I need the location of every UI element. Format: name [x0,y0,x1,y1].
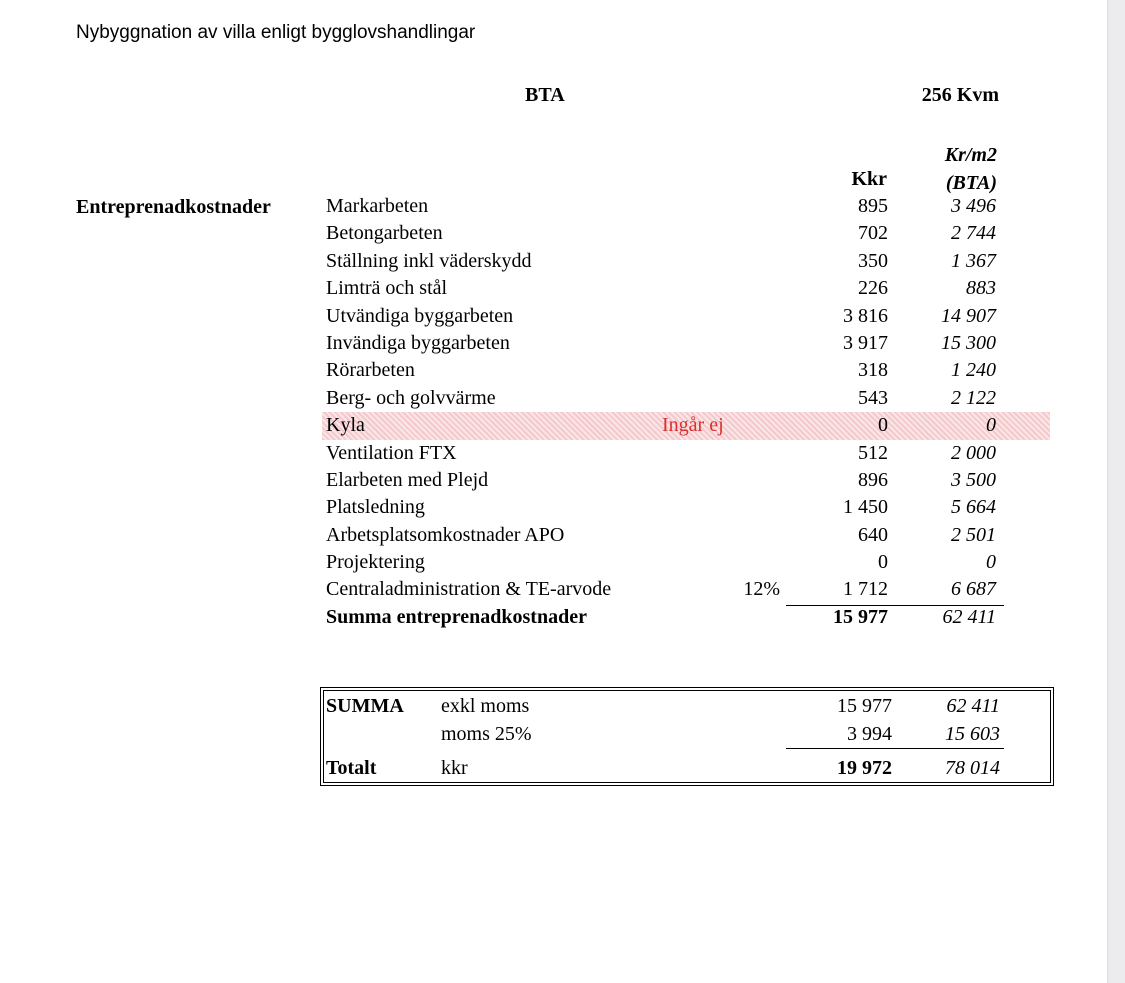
row-krm2: 0 [986,414,996,437]
column-header-kr-per-m2 [897,141,997,197]
row-krm2: 15 300 [941,331,996,354]
totalt-label: Totalt [326,757,377,779]
row-kkr: 350 [858,249,888,272]
table-row [322,549,1050,576]
row-krm2: 5 664 [951,496,996,519]
table-row [322,275,1050,302]
moms-krm2: 15 603 [945,723,1000,745]
row-kkr: 895 [858,195,888,217]
row-kkr: 1 450 [843,496,888,519]
table-row [322,494,1050,521]
bta-value: 256 Kvm [921,84,999,106]
row-kkr: 543 [858,386,888,409]
row-label: Ställning inkl väderskydd [326,249,532,272]
row-label: Rörarbeten [326,359,415,382]
totalt-unit: kkr [441,757,468,779]
row-kkr: 3 917 [843,331,888,354]
row-label: Platsledning [326,496,425,519]
row-label: Invändiga byggarbeten [326,331,510,354]
row-label: Elarbeten med Plejd [326,468,489,491]
summary-row-exkl [324,693,1050,721]
row-kkr: 896 [858,468,888,491]
row-kkr: 512 [858,441,888,464]
table-row [322,576,1050,603]
table-row [322,193,1050,220]
row-krm2: 2 122 [951,386,996,409]
table-row [322,330,1050,357]
moms-label: moms 25% [441,723,532,745]
summa-label: SUMMA [326,695,404,717]
row-kkr: 0 [878,551,888,574]
vertical-scrollbar[interactable] [1107,0,1125,983]
row-label: Markarbeten [326,195,429,217]
row-kkr: 640 [858,523,888,546]
row-krm2: 14 907 [941,304,996,327]
totalt-kkr: 19 972 [837,757,892,779]
row-kkr: 0 [878,414,888,437]
moms-kkr: 3 994 [847,723,892,745]
row-kkr: 702 [858,222,888,245]
table-row [322,440,1050,467]
row-label: Ventilation FTX [326,441,457,464]
summary-box [320,687,1054,786]
row-label: Projektering [326,551,425,574]
subtotal-divider [786,605,1004,606]
row-label: Kyla [326,414,365,437]
row-label: Limträ och stål [326,277,448,300]
row-kkr: 318 [858,359,888,382]
row-label: Summa entreprenadkostnader [326,605,587,628]
table-row [322,303,1050,330]
row-label: Berg- och golvvärme [326,386,496,409]
summary-row-moms [324,721,1050,749]
row-krm2: 3 496 [951,195,996,217]
row-percent: 12% [743,578,780,601]
row-label: Centraladministration & TE-arvode [326,578,612,601]
summary-divider [786,748,1004,749]
exkl-krm2: 62 411 [946,695,1000,717]
column-header-kkr: Kkr [851,168,887,190]
row-kkr: 1 712 [843,578,888,601]
totalt-krm2: 78 014 [945,757,1000,779]
table-row [322,357,1050,384]
row-krm2: 883 [966,277,996,300]
row-krm2: 1 240 [951,359,996,382]
table-row [322,385,1050,412]
row-krm2: 2 744 [951,222,996,245]
row-kkr: 226 [858,277,888,300]
section-label: Entreprenadkostnader [76,196,271,218]
page-title: Nybyggnation av villa enligt bygglovshandlingar [76,22,476,43]
summary-row-totalt [324,755,1050,783]
bta-label: BTA [525,84,565,106]
row-krm2: 2 000 [951,441,996,464]
row-krm2: 0 [986,551,996,574]
column-header-kr-per-m2-line1: Kr/m2 [944,144,997,166]
table-row-highlighted [322,412,1050,439]
table-row [322,522,1050,549]
exkl-kkr: 15 977 [837,695,892,717]
row-krm2: 6 687 [951,578,996,601]
row-kkr: 15 977 [833,605,888,628]
table-row-subtotal [322,604,1050,631]
row-label: Arbetsplatsomkostnader APO [326,523,565,546]
exkl-label: exkl moms [441,695,530,717]
table-row [322,220,1050,247]
row-kkr: 3 816 [843,304,888,327]
table-row [322,248,1050,275]
row-krm2: 2 501 [951,523,996,546]
column-header-kr-per-m2-line2: (BTA) [945,172,997,194]
table-row [322,467,1050,494]
cost-table [322,193,1050,631]
row-krm2: 1 367 [951,249,996,272]
row-krm2: 62 411 [942,605,996,628]
row-krm2: 3 500 [951,468,996,491]
row-label: Utvändiga byggarbeten [326,304,514,327]
row-label: Betongarbeten [326,222,443,245]
row-note: Ingår ej [662,414,724,437]
